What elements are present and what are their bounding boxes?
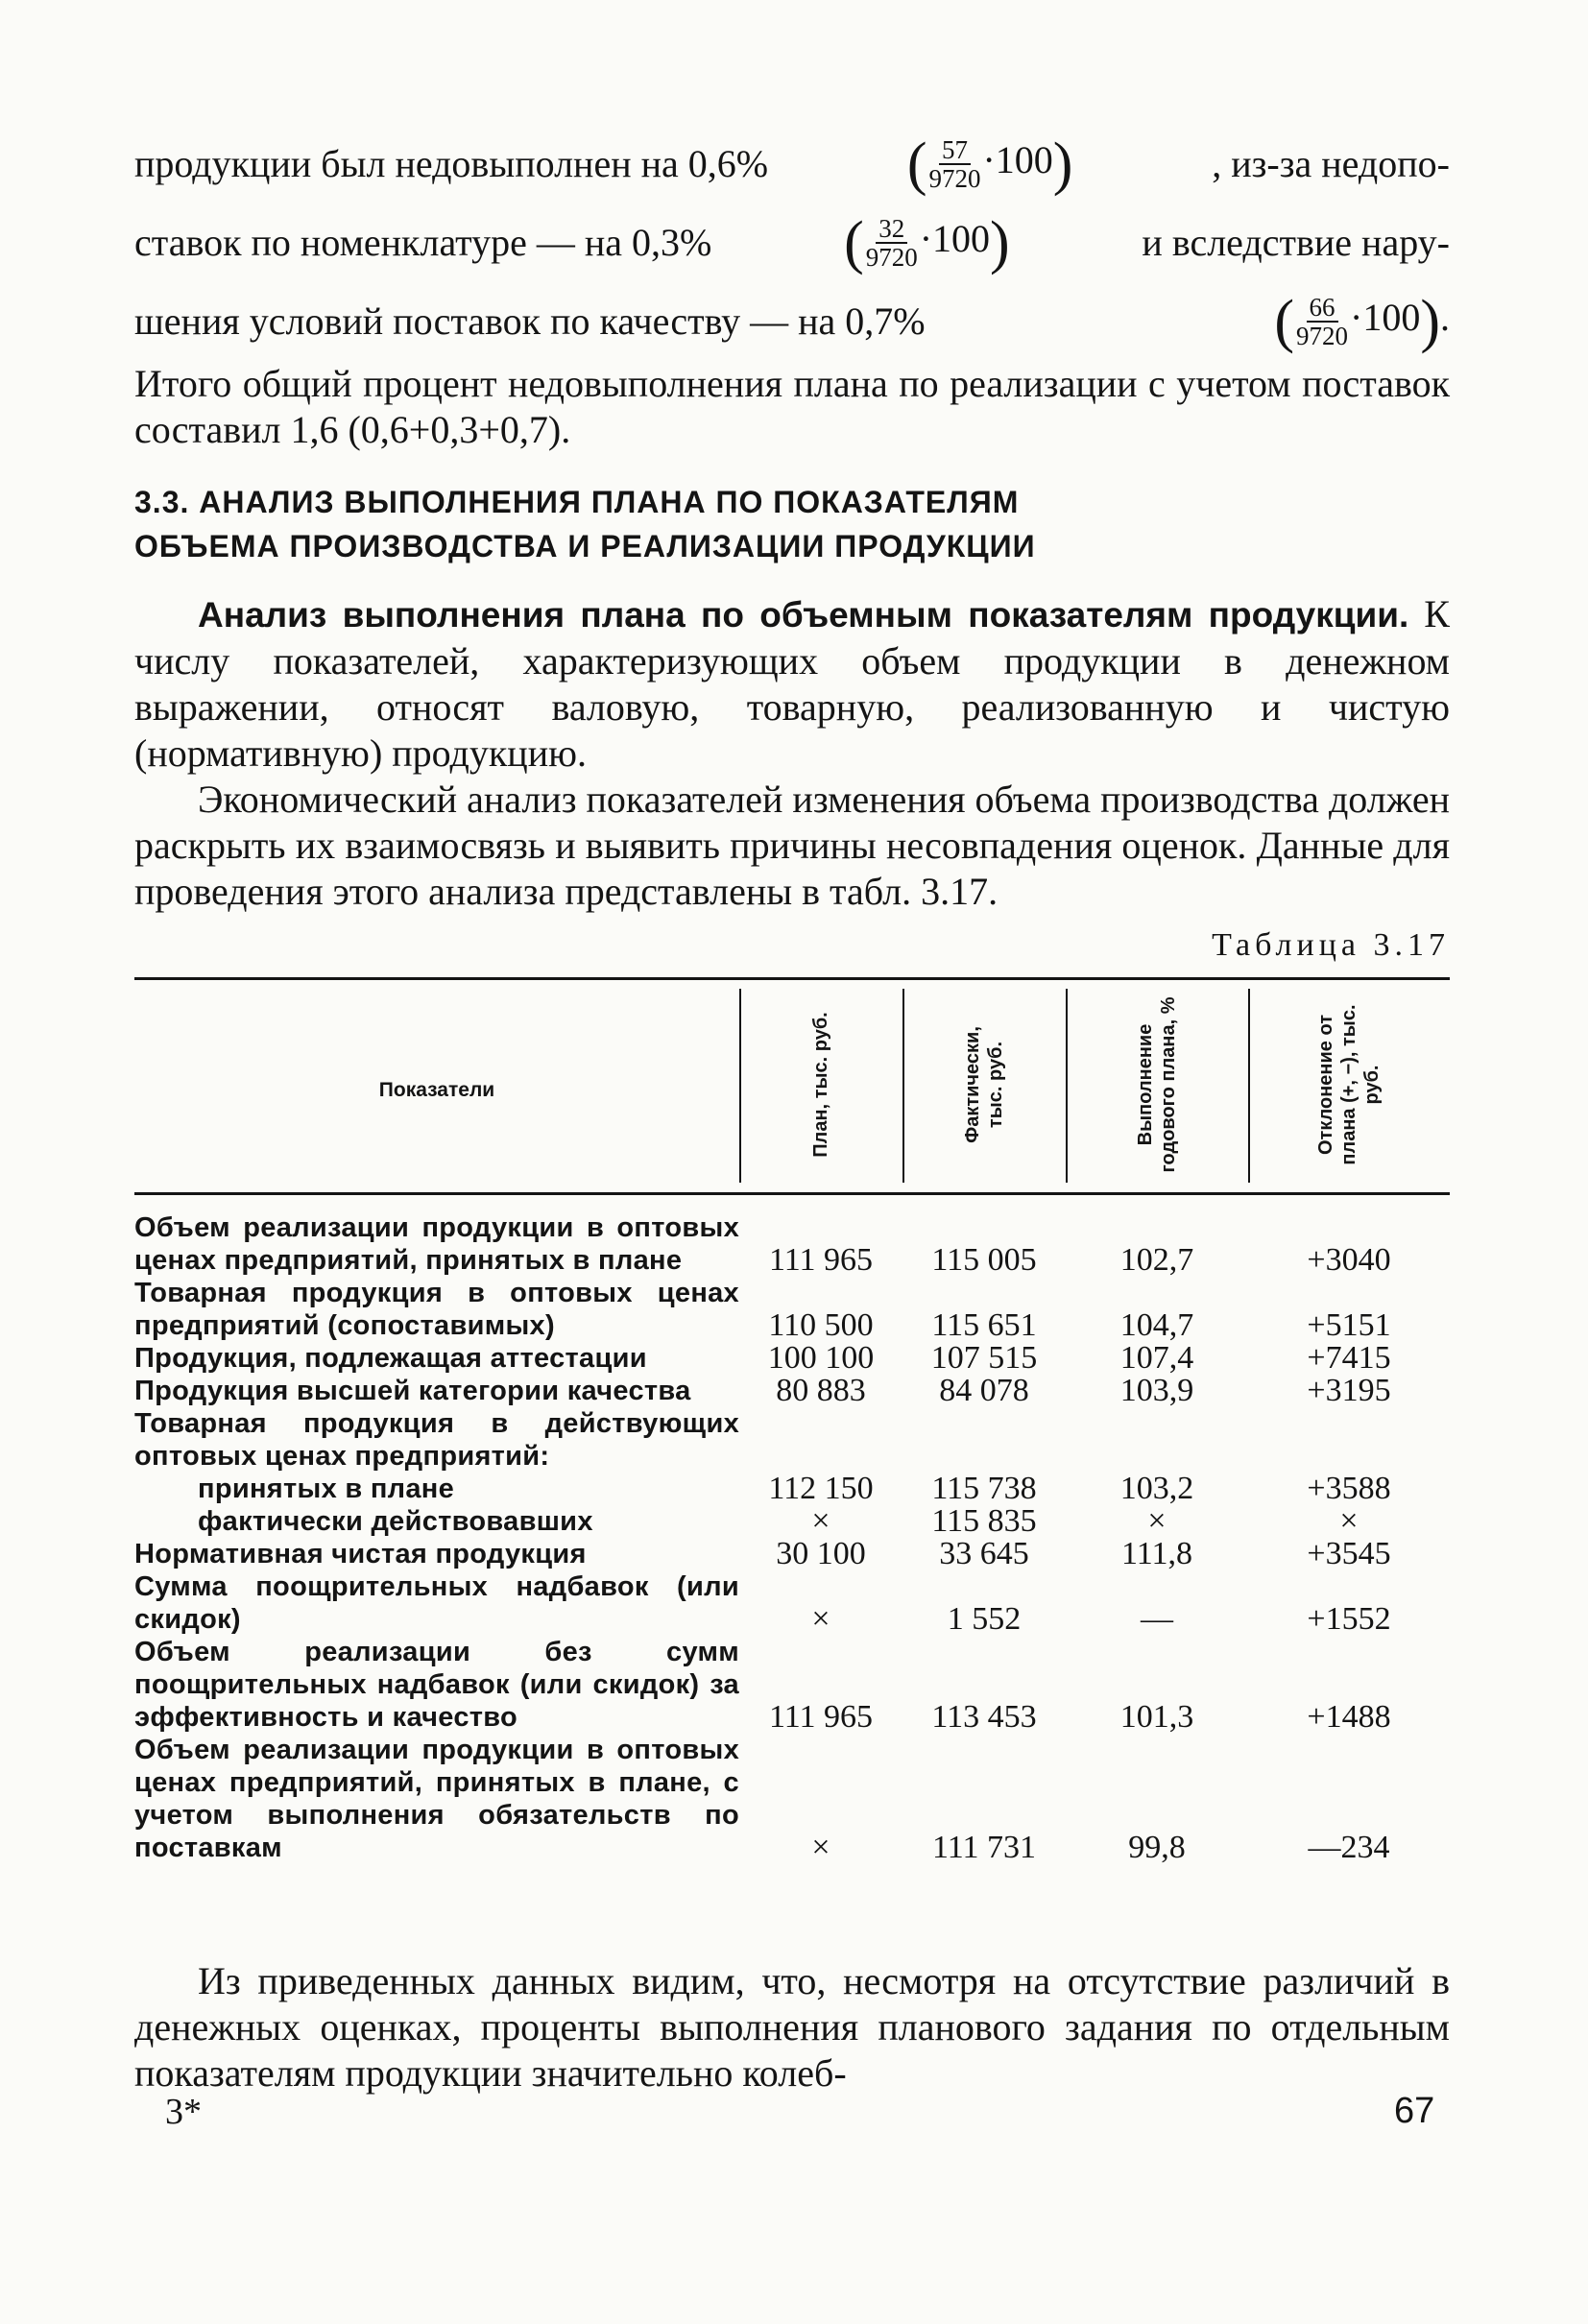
cell-plan: 111 965 [769, 1242, 873, 1278]
cell-plan: 80 883 [776, 1373, 866, 1408]
cell-percent: × [1147, 1503, 1167, 1539]
formula: ( $\frac{32}{9720}$ ·100) [844, 210, 1010, 276]
body-paragraphs [134, 591, 1450, 915]
table-header-rule [134, 1192, 1450, 1195]
row-label: принятых в плане [198, 1473, 455, 1504]
row-label: Объем реализации продукции в оптовых ценах предприятий, принятых в плане [134, 1212, 739, 1276]
row-label: фактически действовавших [198, 1506, 593, 1537]
table-row [134, 1277, 1450, 1342]
header-deviation [1248, 989, 1450, 1181]
row-label: Товарная продукция в действующих оптовых ценах предприятий: [134, 1408, 739, 1472]
cell-plan: × [811, 1830, 830, 1865]
table-row [134, 1342, 1450, 1375]
page-number: 67 [1394, 2091, 1435, 2131]
cell-percent: — [1141, 1601, 1173, 1637]
cell-fact: 33 645 [939, 1536, 1029, 1571]
table-row [134, 1570, 1450, 1636]
intro-text: шения условий поставок по качеству — на 0,7% [134, 299, 926, 343]
denominator: 9720 [928, 164, 981, 193]
row-label: Объем реализации продукции в оптовых ценах предприятий, принятых в плане, с учетом выполнения обязательств по поставкам [134, 1735, 739, 1863]
closing-paragraph: Из приведенных данных видим, что, несмотря на отсутствие различий в денежных оценках, проценты выполнения планового задания по отдельным показателям продукции значительно колеб- [134, 1959, 1450, 2095]
cell-plan: 111 965 [769, 1699, 873, 1735]
cell-plan: 30 100 [776, 1536, 866, 1571]
table-row [134, 1505, 1450, 1538]
formula: ( $\frac{66}{9720}$ ·100). [1274, 289, 1450, 354]
multiplier: ·100 [982, 138, 1053, 182]
cell-fact: 113 453 [931, 1699, 1037, 1735]
numerator: 66 [1307, 294, 1338, 323]
fraction [866, 215, 918, 271]
intro-text: продукции был недовыполнен на 0,6% [134, 142, 769, 185]
paragraph-1-lead: Анализ выполнения плана по объемным показателям продукции. [198, 595, 1409, 635]
header-fact [902, 989, 1066, 1181]
row-label: Продукция высшей категории качества [134, 1376, 691, 1406]
row-label: Продукция, подлежащая аттестации [134, 1343, 647, 1374]
cell-deviation: +7415 [1307, 1340, 1391, 1376]
cell-percent: 103,9 [1119, 1373, 1194, 1408]
formula: ( $\frac{57}{9720}$ ·100) [906, 132, 1073, 197]
numerator: 57 [939, 136, 971, 165]
intro-line-2 [134, 204, 1450, 282]
cell-deviation: +5151 [1307, 1307, 1391, 1343]
denominator: 9720 [865, 243, 918, 272]
header-percent-text: Выполнение годового плана, % [1135, 996, 1179, 1173]
cell-deviation: +3545 [1307, 1536, 1391, 1571]
header-plan [739, 989, 902, 1181]
cell-fact: 115 005 [931, 1242, 1037, 1278]
table-row [134, 1375, 1450, 1407]
intro-text: ставок по номенклатуре — на 0,3% [134, 221, 712, 264]
cell-fact: 107 515 [930, 1340, 1038, 1376]
cell-percent: 99,8 [1128, 1830, 1186, 1865]
intro-line-1 [134, 125, 1450, 204]
intro-paragraph-end: Итого общий процент недовыполнения плана по реализации с учетом поставок составил 1,6 (0,6+0,3+0,7). [134, 362, 1450, 451]
table-body [134, 1211, 1450, 1864]
cell-fact: 111 731 [932, 1830, 1036, 1865]
cell-deviation: +3040 [1307, 1242, 1391, 1278]
table-top-rule [134, 977, 1450, 980]
cell-deviation: × [1339, 1503, 1359, 1539]
cell-percent: 103,2 [1119, 1471, 1194, 1506]
cell-fact: 115 651 [931, 1307, 1037, 1343]
intro-text: , из-за недопо- [1212, 142, 1450, 185]
cell-fact: 1 552 [947, 1601, 1022, 1637]
cell-percent: 101,3 [1119, 1699, 1194, 1735]
multiplier: ·100 [919, 217, 991, 261]
row-label: Товарная продукция в оптовых ценах предприятий (сопоставимых) [134, 1278, 739, 1341]
fraction [928, 136, 980, 192]
cell-percent: 111,8 [1121, 1536, 1192, 1571]
cell-plan: 100 100 [767, 1340, 875, 1376]
cell-deviation: +3195 [1307, 1373, 1391, 1408]
cell-plan: × [811, 1601, 830, 1637]
signature-mark: 3* [165, 2092, 202, 2132]
table-row [134, 1211, 1450, 1277]
row-label: Сумма поощрительных надбавок (или скидок) [134, 1571, 739, 1635]
cell-fact: 115 738 [931, 1471, 1037, 1506]
cell-percent: 107,4 [1119, 1340, 1194, 1376]
header-plan-text: План, тыс. руб. [810, 1012, 831, 1158]
table-row [134, 1473, 1450, 1505]
paragraph-1 [134, 591, 1450, 777]
multiplier: ·100 [1350, 296, 1421, 340]
cell-percent: 104,7 [1119, 1307, 1194, 1343]
cell-plan: 112 150 [768, 1471, 874, 1506]
cell-deviation: +1488 [1307, 1699, 1391, 1735]
header-fact-text: Фактически, тыс. руб. [962, 1026, 1006, 1143]
heading-line-2: ОБЪЕМА ПРОИЗВОДСТВА И РЕАЛИЗАЦИИ ПРОДУКЦИИ [134, 529, 1036, 563]
closing-block [134, 1958, 1450, 2096]
denominator: 9720 [1296, 322, 1349, 350]
row-label: Объем реализации без сумм поощрительных надбавок (или скидок) за эффективность и качество [134, 1637, 739, 1733]
paragraph-1-text: К числу показателей, характеризующих объем продукции в денежном выражении, относят валовую, товарную, реализованную и чистую (нормативную) продукцию. [134, 592, 1450, 775]
cell-plan: × [811, 1503, 830, 1539]
header-deviation-text: Отклонение от плана (+, −), тыс. руб. [1315, 1004, 1383, 1165]
cell-deviation: +1552 [1307, 1601, 1391, 1637]
table-row [134, 1538, 1450, 1570]
intro-block [134, 125, 1450, 453]
heading-line-1: 3.3. АНАЛИЗ ВЫПОЛНЕНИЯ ПЛАНА ПО ПОКАЗАТЕЛЯМ [134, 485, 1020, 519]
header-indicators: Показатели [378, 1079, 495, 1101]
section-heading [134, 480, 1450, 568]
table-row [134, 1734, 1450, 1864]
header-percent [1066, 989, 1248, 1181]
row-label: Нормативная чистая продукция [134, 1539, 587, 1569]
cell-fact: 115 835 [931, 1503, 1037, 1539]
cell-fact: 84 078 [939, 1373, 1029, 1408]
intro-line-3 [134, 282, 1450, 361]
cell-percent: 102,7 [1119, 1242, 1194, 1278]
period: . [1440, 296, 1450, 340]
numerator: 32 [876, 215, 907, 244]
fraction [1296, 294, 1348, 349]
cell-plan: 110 500 [768, 1307, 874, 1343]
paragraph-2: Экономический анализ показателей изменения объема производства должен раскрыть их взаимосвязь и выявить причины несовпадения оценок. Данные для проведения этого анализа представлены в табл. 3.17. [134, 778, 1450, 913]
cell-deviation: —234 [1308, 1830, 1390, 1865]
table-row [134, 1407, 1450, 1473]
cell-deviation: +3588 [1307, 1471, 1391, 1506]
table-row [134, 1636, 1450, 1734]
table-caption: Таблица 3.17 [1212, 927, 1450, 963]
intro-text: и вследствие нару- [1142, 221, 1450, 264]
